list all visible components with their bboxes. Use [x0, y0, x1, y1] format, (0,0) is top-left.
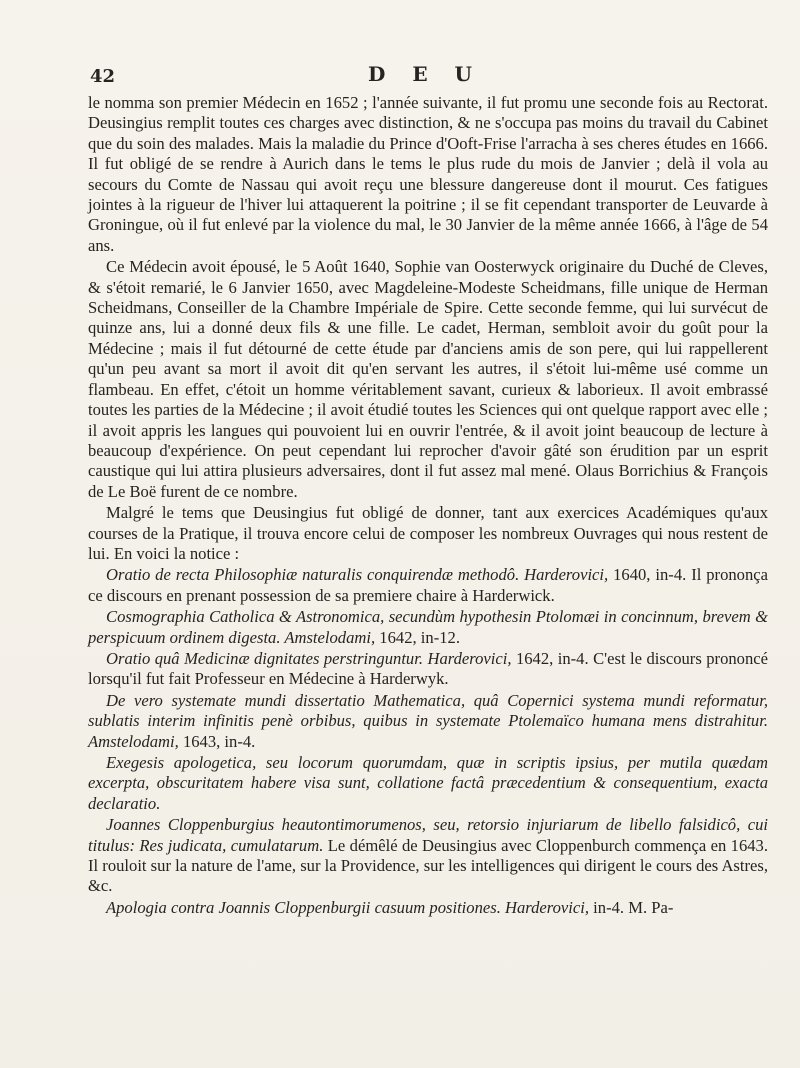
paragraph-1: le nomma son premier Médecin en 1652 ; l'année suivante, il fut promu une seconde fois au Rectorat. Deusingius remplit toutes ces charges avec distinction, & ne s'occupa pas moins du travail du Cabinet que du soin des malades. Mais la maladie du Prince d'Ooft-Frise l'arracha à ses cheres études en 1666. Il fut obligé de se rendre à Aurich dans le tems le plus rude du mois de Janvier ; delà il vola au secours du Comte de Nassau qui avoit reçu une blessure dangereuse dont il mourut. Ces fatigues jointes à la rigueur de l'hiver lui attaquerent la poitrine ; il se fit cependant transporter de Leuvarde à Groningue, où il fut enlevé par la violence du mal, le 30 Janvier de la même année 1666, à l'âge de 54 ans.	[88, 93, 768, 255]
entry-title: De vero systemate mundi dissertatio Mathematica, quâ Copernici systema mundi reformatur, sublatis interim infinitis penè orbibus, quibus in systemate Ptolemaïco humana mens distrahitur. Amstelodami,	[88, 690, 768, 751]
running-head: D E U	[368, 62, 482, 86]
entry-title: Oratio de recta Philosophiæ naturalis conquirendæ methodô. Harderovici,	[106, 565, 609, 585]
page-body	[88, 93, 768, 919]
bibliography-entry	[88, 691, 768, 752]
bibliography-entry	[88, 753, 768, 814]
entry-title: Exegesis apologetica, seu locorum quorumdam, quæ in scriptis ipsius, per mutila quædam excerpta, obscuritatem habere visa sunt, collatione factâ præcedentium & consequentium, exacta declaratio.	[88, 753, 768, 813]
bibliography-entry	[88, 815, 768, 897]
entry-detail: 1640, in-4. Il prononça ce discours en prenant possession de sa premiere chaire à Harderwick.	[88, 565, 769, 605]
bibliography-entry	[88, 649, 768, 690]
entry-title: Joannes Cloppenburgius heautontimorumenos, seu, retorsio injuriarum de libello falsidicô, cui titulus: Res judicata, cumulatarum.	[88, 815, 768, 855]
entry-detail: 1642, in-4. C'est le discours prononcé lorsqu'il fut fait Professeur en Médecine à Harderwyk.	[88, 648, 768, 689]
bibliography-entry	[88, 565, 768, 606]
entry-detail: in-4. M. Pa-	[589, 897, 674, 917]
entry-detail: 1642, in-12.	[375, 627, 460, 647]
paragraph-3: Malgré le tems que Deusingius fut obligé de donner, tant aux exercices Académiques qu'aux courses de la Pratique, il trouva encore celui de composer les nombreux Ouvrages qui nous restent de lui. En voici la notice :	[88, 503, 768, 563]
entry-detail: Le démêlé de Deusingius avec Cloppenburch commença en 1643. Il rouloit sur la nature de l'ame, sur la Providence, sur les intelligences qui dirigent le cours des Astres, &c.	[88, 835, 768, 896]
entry-title: Apologia contra Joannis Cloppenburgii casuum positiones. Harderovici,	[106, 897, 590, 917]
paragraph-2: Ce Médecin avoit épousé, le 5 Août 1640, Sophie van Oosterwyck originaire du Duché de Cleves, & s'étoit remarié, le 6 Janvier 1650, avec Magdeleine-Modeste Scheidmans, fille unique de Herman Scheidmans, Conseiller de la Chambre Impériale de Spire. Cette seconde femme, qui lui survécut de quinze ans, lui a donné deux fils & une fille. Le cadet, Herman, sembloit avoir du goût pour la Médecine ; mais il fut détourné de cette étude par d'anciens amis de son pere, qui lui rappellerent qu'un peu avant sa mort il avoit dit qu'en servant les autres, il s'étoit lui-même usé comme un flambeau. En effet, c'étoit un homme véritablement savant, curieux & laborieux. Il avoit embrassé toutes les parties de la Médecine ; il avoit étudié toutes les Sciences qui ont quelque rapport avec elle ; il avoit appris les langues qui pouvoient lui en ouvrir l'entrée, & il avoit joint beaucoup de lecture à beaucoup d'expérience. On peut cependant lui reprocher d'avoir gâté son érudition par un esprit caustique qui lui attira plusieurs adversaires, dont il fut assez mal mené. Olaus Borrichius & François de Le Boë furent de ce nombre.	[88, 257, 768, 501]
bibliography-entry	[88, 898, 768, 918]
page-header	[90, 60, 760, 90]
bibliography-entry	[88, 607, 768, 648]
entry-detail: 1643, in-4.	[178, 731, 256, 751]
entry-title: Oratio quâ Medicinæ dignitates perstringuntur. Harderovici,	[106, 648, 512, 668]
entry-title: Cosmographia Catholica & Astronomica, secundùm hypothesin Ptolomæi in concinnum, brevem & perspicuum ordinem digesta. Amstelodami,	[88, 607, 768, 647]
page-number: 42	[90, 66, 116, 87]
